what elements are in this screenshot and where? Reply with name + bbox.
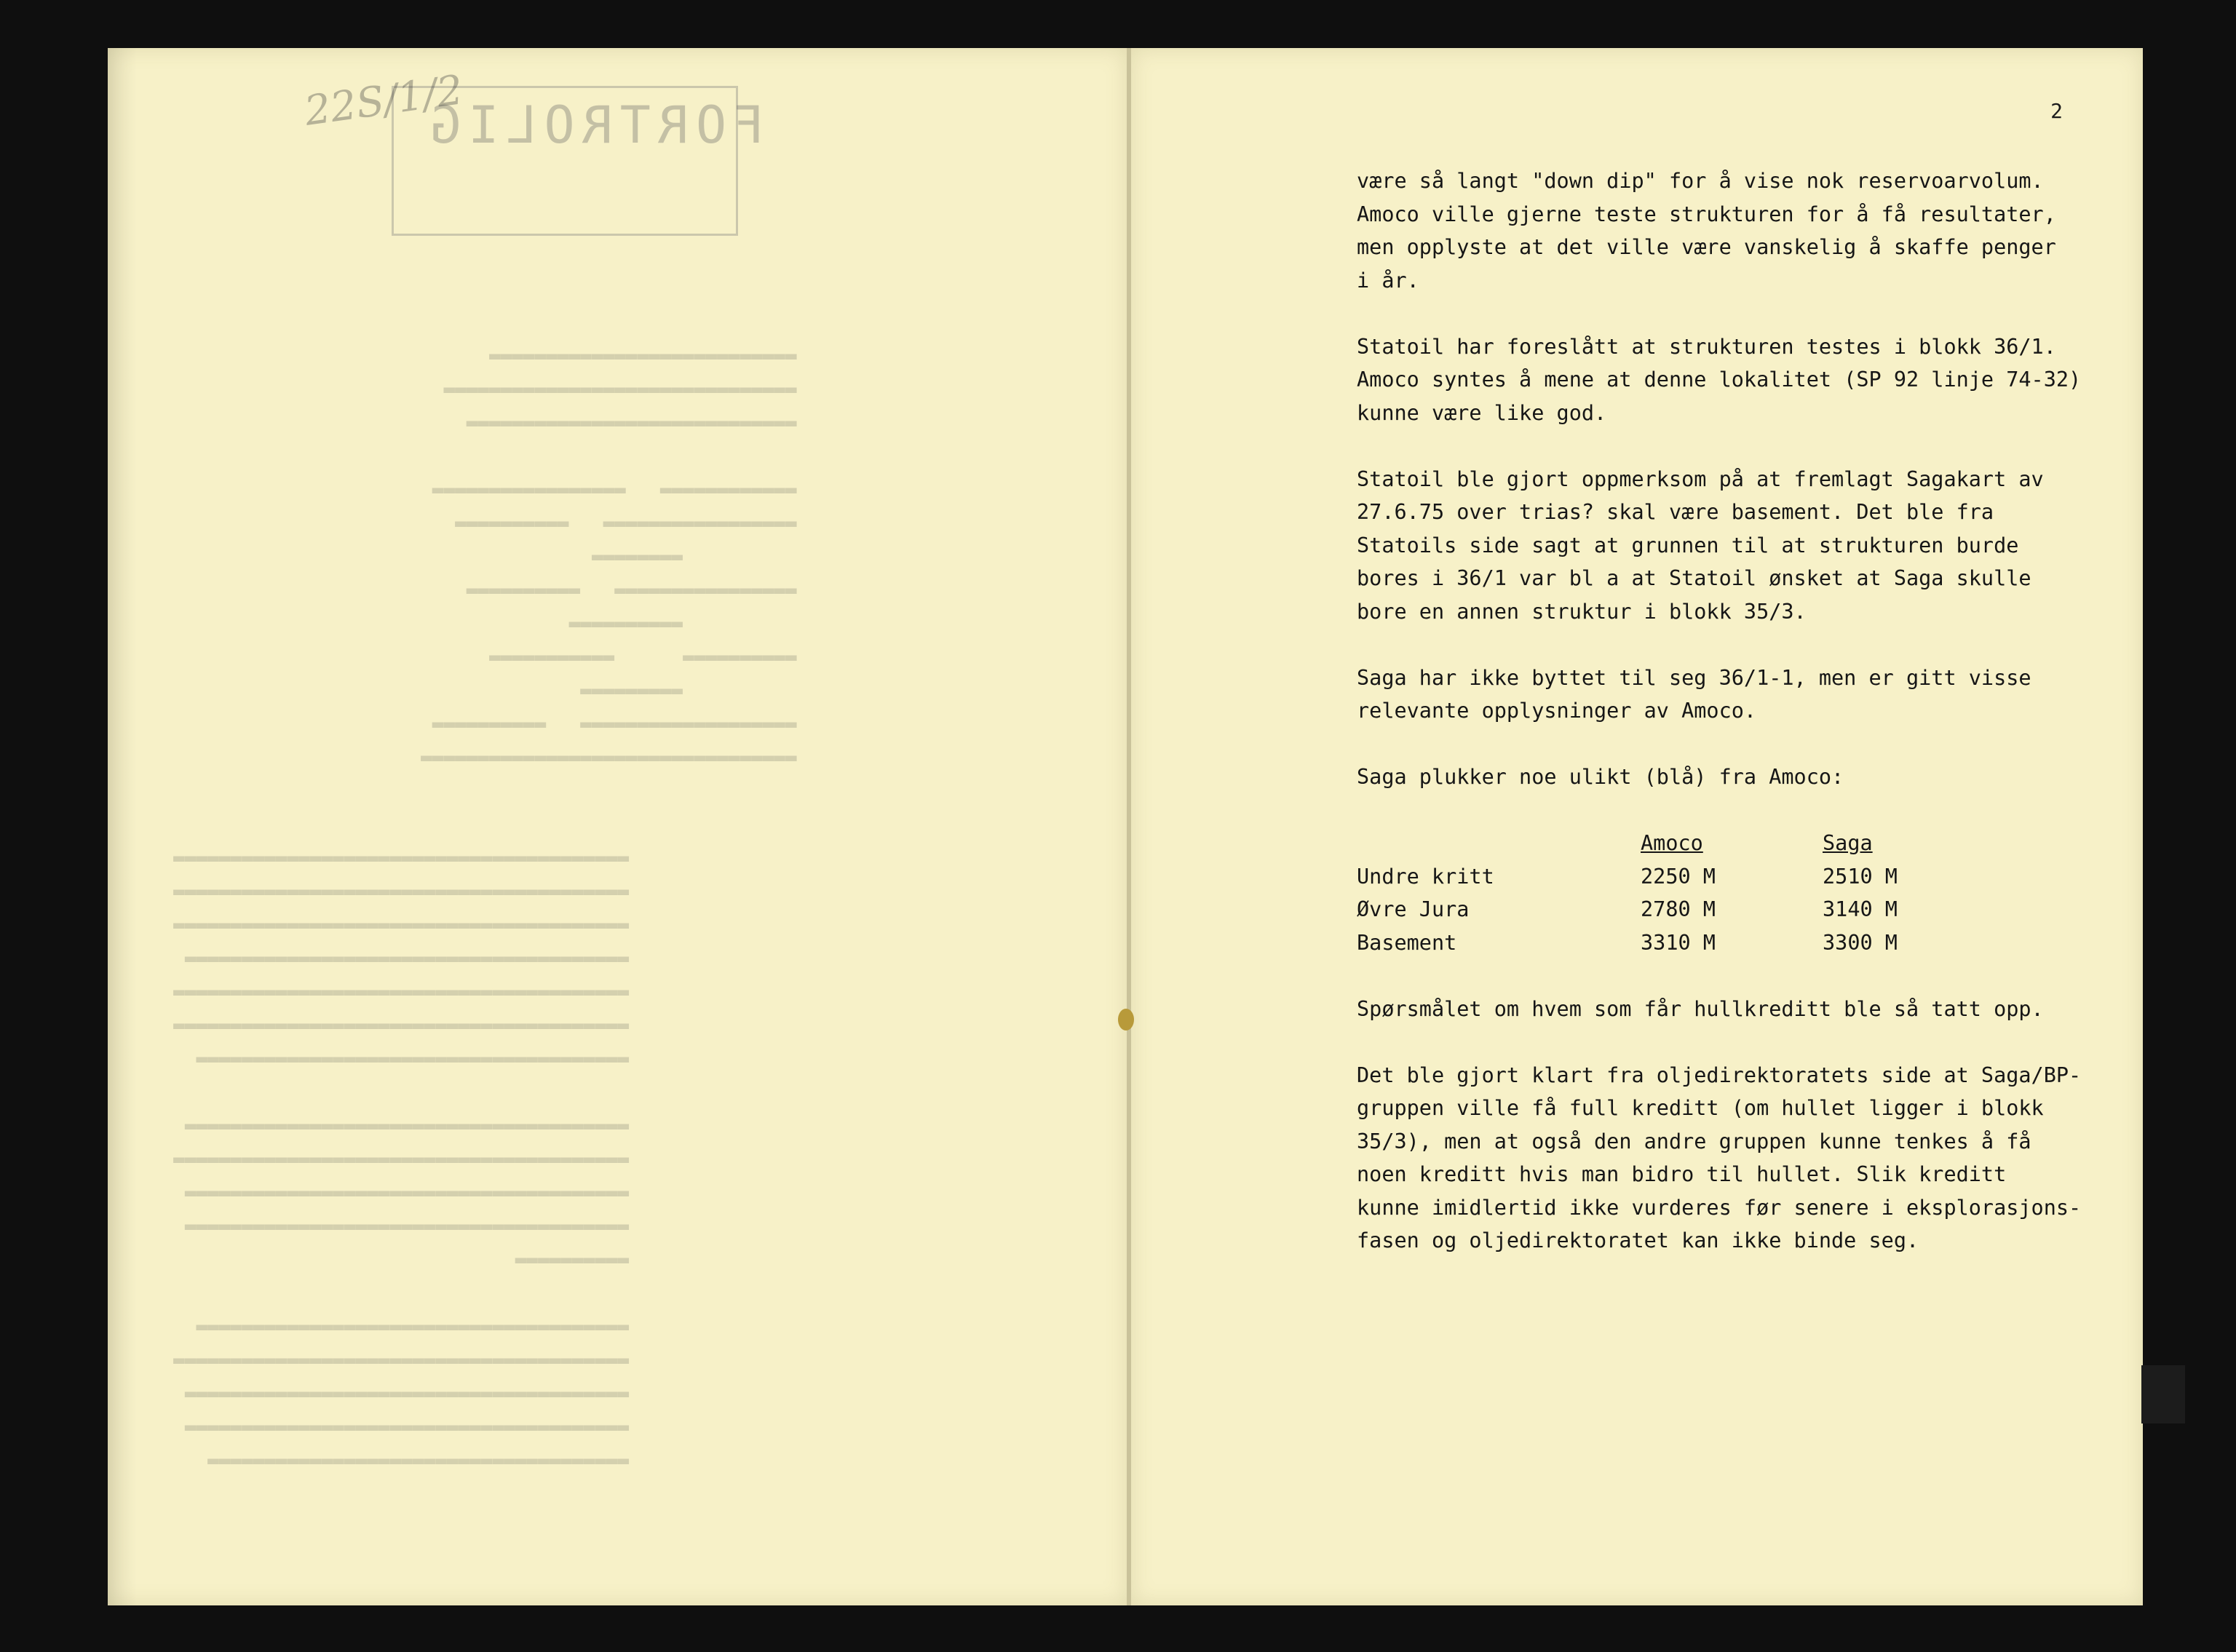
table-cell: 2510 M [1823,864,1898,889]
stamp-title: FORTROLIG [423,95,765,155]
paragraph: Statoil har foreslått at strukturen testes i blokk 36/1. Amoco syntes å mene at denne lokalitet (SP 92 linje 74-32) kunne være like god. [1357,334,2082,425]
bleed-through-text: ▬▬▬▬▬▬▬▬▬▬▬▬▬▬▬▬▬▬▬▬▬▬▬▬▬▬▬▬▬▬▬▬▬▬▬▬▬▬▬▬ ▬▬▬▬▬▬▬▬▬▬▬▬▬▬▬▬▬▬▬▬▬▬▬▬▬▬▬▬▬▬▬▬▬▬▬▬▬▬▬▬ ▬▬▬▬▬▬▬▬▬▬▬▬▬▬▬▬▬▬▬▬▬▬▬▬▬▬▬▬▬▬▬▬▬▬▬▬▬▬▬▬ ▬▬▬▬▬▬▬▬▬▬▬▬▬▬▬▬▬▬▬▬▬▬▬▬▬▬▬▬▬▬▬▬▬▬▬▬▬▬▬ ▬▬▬▬▬▬▬▬▬▬▬▬▬▬▬▬▬▬▬▬▬▬▬▬▬▬▬▬▬▬▬▬▬▬▬▬▬▬▬▬ ▬▬▬▬▬▬▬▬▬▬▬▬▬▬▬▬▬▬▬▬▬▬▬▬▬▬▬▬▬▬▬▬▬▬▬▬▬▬▬▬ ▬▬▬▬▬▬▬▬▬▬▬▬▬▬▬▬▬▬▬▬▬▬▬▬▬▬▬▬▬▬▬▬▬▬▬▬▬▬ ▬▬▬▬▬▬▬▬▬▬▬▬▬▬▬▬▬▬▬▬▬▬▬▬▬▬▬▬▬▬▬▬▬▬▬▬▬▬▬ ▬▬▬▬▬▬▬▬▬▬▬▬▬▬▬▬▬▬▬▬▬▬▬▬▬▬▬▬▬▬▬▬▬▬▬▬▬▬▬▬ ▬▬▬▬▬▬▬▬▬▬▬▬▬▬▬▬▬▬▬▬▬▬▬▬▬▬▬▬▬▬▬▬▬▬▬▬▬▬▬ ▬▬▬▬▬▬▬▬▬▬▬▬▬▬▬▬▬▬▬▬▬▬▬▬▬▬▬▬▬▬▬▬▬▬▬▬▬▬▬ ▬▬▬▬▬▬▬▬▬▬ ▬▬▬▬▬▬▬▬▬▬▬▬▬▬▬▬▬▬▬▬▬▬▬▬▬▬▬▬▬▬▬▬▬▬▬▬▬▬ ▬▬▬▬▬▬▬▬▬▬▬▬▬▬▬▬▬▬▬▬▬▬▬▬▬▬▬▬▬▬▬▬▬▬▬▬▬▬▬▬ ▬▬▬▬▬▬▬▬▬▬▬▬▬▬▬▬▬▬▬▬▬▬▬▬▬▬▬▬▬▬▬▬▬▬▬▬▬▬▬ ▬▬▬▬▬▬▬▬▬▬▬▬▬▬▬▬▬▬▬▬▬▬▬▬▬▬▬▬▬▬▬▬▬▬▬▬▬▬▬ ▬▬▬▬▬▬▬▬▬▬▬▬▬▬▬▬▬▬▬▬▬▬▬▬▬▬▬▬▬▬▬▬▬▬▬▬▬ [173,847,630,1472]
table-cell: 2250 M [1641,864,1716,889]
page-shadow [108,48,137,1605]
table-cell: 3300 M [1823,930,1898,955]
paragraph: være så langt "down dip" for å vise nok reservoarvolum. Amoco ville gjerne teste strukturen for å få resultater, men opplyste at det ville være vanskelig å skaffe penger i år. [1357,169,2056,293]
paragraph: Spørsmålet om hvem som får hullkreditt ble så tatt opp. [1357,996,2044,1021]
table-header: Amoco [1641,831,1703,855]
table-row [1357,860,1968,894]
page-number: 2 [2050,99,2063,123]
paragraph: Saga har ikke byttet til seg 36/1-1, men er gitt visse relevante opplysninger av Amoco. [1357,665,2031,723]
bleed-through-text: ▬▬▬▬▬▬▬▬▬▬▬▬▬▬▬▬▬▬▬▬▬▬▬▬▬▬▬ ▬▬▬▬▬▬▬▬▬▬▬▬▬▬▬▬▬▬▬▬▬▬▬▬▬▬▬▬▬▬▬ ▬▬▬▬▬▬▬▬▬▬▬▬▬▬▬▬▬▬▬▬▬▬▬▬▬▬▬▬▬ ▬▬▬▬▬▬▬▬▬▬▬▬ ▬▬▬▬▬▬▬▬▬▬▬▬▬▬▬▬▬ ▬▬▬▬▬▬▬▬▬▬▬▬▬▬▬▬▬ ▬▬▬▬▬▬▬▬▬▬ ▬▬▬▬▬▬▬▬ ▬▬▬▬▬▬▬▬▬▬▬▬▬▬▬▬ ▬▬▬▬▬▬▬▬▬▬ ▬▬▬▬▬▬▬▬▬▬ ▬▬▬▬▬▬▬▬▬▬ ▬▬▬▬▬▬▬▬▬▬▬ ▬▬▬▬▬▬▬▬▬ ▬▬▬▬▬▬▬▬▬▬▬▬▬▬▬▬▬▬▬ ▬▬▬▬▬▬▬▬▬▬ ▬▬▬▬▬▬▬▬▬▬▬▬▬▬▬▬▬▬▬▬▬▬▬▬▬▬▬▬▬▬▬▬▬ [421,345,797,769]
table-header: Saga [1823,831,1873,855]
table-cell: 3140 M [1823,897,1898,921]
binder-hole [1118,1009,1134,1030]
handwritten-note: 22S/1/2 [301,66,467,135]
table-header-row [1357,827,1968,860]
table-cell: 2780 M [1641,897,1716,921]
memo-body [1357,164,2092,1290]
table-cell: Øvre Jura [1357,897,1470,921]
table-row [1357,893,1968,926]
table-row [1357,926,1968,960]
left-page [108,48,1127,1605]
table-header [1357,827,1641,860]
document-spread [108,48,2143,1605]
depth-comparison-table [1357,827,1968,959]
table-cell: Undre kritt [1357,864,1494,889]
table-cell: Basement [1357,930,1457,955]
paragraph: Det ble gjort klart fra oljedirektoratets side at Saga/BP- gruppen ville få full kreditt (om hullet ligger i blokk 35/3), men at også den andre gruppen kunne tenkes å få noen kreditt hvis man bidro til hullet. Slik kreditt kunne imidlertid ikke vurderes før senere i eksplorasjons- fasen og oljedirektoratet kan ikke binde seg. [1357,1063,2082,1252]
right-page [1131,48,2143,1605]
table-cell: 3310 M [1641,930,1716,955]
paragraph: Saga plukker noe ulikt (blå) fra Amoco: [1357,765,1844,789]
paragraph: Statoil ble gjort oppmerksom på at fremlagt Sagakart av 27.6.75 over trias? skal være basement. Det ble fra Statoils side sagt at grunnen til at strukturen burde bores i 36/1 var bl a at Statoil ønsket at Saga skulle bore en annen struktur i blokk 35/3. [1357,466,2044,624]
edge-marker [2141,1365,2185,1423]
